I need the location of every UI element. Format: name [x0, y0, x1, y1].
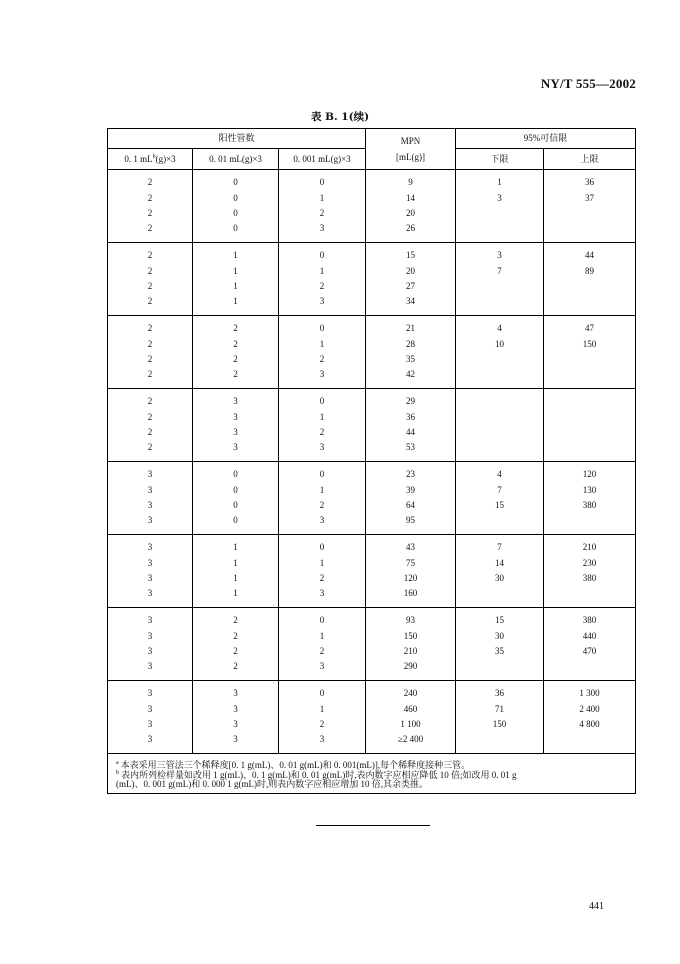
- group-cell-c1: [108, 389, 193, 462]
- group-cell-lower: [456, 389, 544, 462]
- table-group-row: [108, 608, 636, 681]
- group-cell-upper: [544, 462, 636, 535]
- table-group-row: [108, 316, 636, 389]
- cell-value: 3: [233, 719, 238, 729]
- header-row-1: [108, 129, 636, 149]
- header-col1-rest: (g)×3: [155, 154, 176, 164]
- cell-value: 0: [233, 223, 238, 234]
- cell-value: 1: [319, 484, 325, 495]
- cell-value: 2: [233, 369, 238, 380]
- cell-value: 2: [233, 646, 238, 656]
- cell-value: 14: [495, 557, 505, 568]
- group-cell-c2: [193, 681, 279, 754]
- cell-value: 2: [319, 500, 325, 510]
- cell-stack: [544, 684, 635, 749]
- group-cell-upper: [544, 243, 636, 316]
- cell-value: 150: [403, 630, 418, 641]
- cell-value: 1: [319, 411, 325, 422]
- cell-value: 0: [233, 192, 238, 203]
- cell-value: 20: [406, 208, 416, 218]
- table-group-row: [108, 170, 636, 243]
- group-cell-c2: [193, 389, 279, 462]
- group-cell-mpn: [366, 389, 456, 462]
- cell-value: 470: [582, 646, 597, 656]
- cell-value: 3: [147, 573, 153, 583]
- cell-value: 21: [406, 323, 416, 334]
- cell-stack: [193, 246, 278, 311]
- cell-stack: [544, 246, 635, 311]
- cell-stack: [193, 684, 278, 749]
- cell-stack: [456, 392, 543, 457]
- cell-value: 460: [403, 703, 418, 714]
- note-b-mark: b: [116, 770, 119, 776]
- cell-value: 3: [147, 615, 153, 626]
- cell-stack: [108, 319, 192, 384]
- cell-value: 36: [495, 688, 505, 699]
- cell-value: 1 100: [400, 719, 421, 729]
- header-mpn: [366, 129, 456, 170]
- cell-value: 3: [233, 411, 238, 422]
- table-group-row: [108, 243, 636, 316]
- group-cell-c2: [193, 243, 279, 316]
- cell-value: 3: [233, 703, 238, 714]
- cell-value: 2: [147, 427, 153, 437]
- cell-value: 3: [147, 469, 153, 480]
- cell-value: 0: [319, 688, 325, 699]
- cell-value: 2: [147, 281, 153, 291]
- note-a: [116, 760, 629, 770]
- group-cell-c2: [193, 535, 279, 608]
- cell-value: 3: [147, 557, 153, 568]
- group-cell-lower: [456, 243, 544, 316]
- cell-value: 0: [233, 469, 238, 480]
- group-cell-c1: [108, 243, 193, 316]
- table-title: 表 B. 1(续): [310, 111, 370, 123]
- cell-stack: [279, 173, 365, 238]
- cell-value: 7: [497, 265, 502, 276]
- cell-stack: [544, 538, 635, 603]
- group-cell-c2: [193, 170, 279, 243]
- cell-stack: [366, 538, 455, 603]
- group-cell-mpn: [366, 316, 456, 389]
- cell-value: 2: [147, 208, 153, 218]
- cell-value: 2: [147, 265, 153, 276]
- note-b-text-1: 表内所列检样量如改用 1 g(mL)、0. 1 g(mL)和 0. 01 g(mL)时,表内数字应相应降低 10 倍;如改用 0. 01 g: [121, 770, 517, 780]
- cell-value: 30: [495, 630, 505, 641]
- cell-value: 36: [585, 177, 595, 188]
- cell-value: 42: [406, 369, 416, 380]
- cell-value: 2: [233, 661, 238, 672]
- mpn-table: [107, 128, 636, 794]
- cell-value: 1: [497, 177, 502, 188]
- cell-value: 150: [582, 338, 597, 349]
- cell-value: 2: [233, 323, 238, 334]
- cell-value: 130: [582, 484, 597, 495]
- cell-value: 3: [233, 688, 238, 699]
- cell-stack: [108, 392, 192, 457]
- table-group-row: [108, 389, 636, 462]
- cell-value: 43: [406, 542, 416, 553]
- cell-value: 7: [497, 484, 502, 495]
- cell-value: 3: [147, 734, 153, 745]
- cell-value: 3: [147, 542, 153, 553]
- group-cell-c1: [108, 316, 193, 389]
- cell-value: 26: [406, 223, 416, 234]
- cell-value: 53: [406, 442, 416, 453]
- cell-value: 3: [147, 500, 153, 510]
- cell-value: 1: [319, 630, 325, 641]
- cell-value: 0: [233, 515, 238, 526]
- group-cell-mpn: [366, 243, 456, 316]
- cell-value: 150: [492, 719, 507, 729]
- cell-stack: [279, 684, 365, 749]
- cell-value: 240: [403, 688, 418, 699]
- cell-stack: [366, 465, 455, 530]
- cell-stack: [193, 319, 278, 384]
- table-body: [108, 170, 636, 754]
- cell-value: 120: [582, 469, 597, 480]
- cell-value: 3: [147, 661, 153, 672]
- cell-stack: [456, 611, 543, 676]
- header-positive-tubes: 阳性管数: [108, 129, 366, 149]
- cell-value: 380: [582, 500, 597, 510]
- header-col1-sup: b: [152, 154, 156, 160]
- table-group-row: [108, 535, 636, 608]
- cell-value: 14: [406, 192, 416, 203]
- cell-value: 160: [403, 588, 418, 599]
- group-cell-lower: [456, 535, 544, 608]
- cell-stack: [366, 684, 455, 749]
- cell-value: 3: [497, 250, 502, 261]
- cell-stack: [544, 465, 635, 530]
- cell-value: 0: [319, 396, 325, 407]
- cell-value: 4 800: [579, 719, 600, 729]
- group-cell-c1: [108, 462, 193, 535]
- group-cell-c1: [108, 608, 193, 681]
- group-cell-c3: [279, 608, 366, 681]
- group-cell-lower: [456, 608, 544, 681]
- group-cell-c3: [279, 535, 366, 608]
- cell-stack: [366, 246, 455, 311]
- group-cell-c1: [108, 170, 193, 243]
- cell-value: 3: [319, 223, 325, 234]
- cell-value: 380: [582, 573, 597, 583]
- cell-value: 1: [233, 557, 238, 568]
- cell-value: 440: [582, 630, 597, 641]
- cell-value: 47: [585, 323, 595, 334]
- cell-stack: [193, 173, 278, 238]
- cell-value: 2: [319, 646, 325, 656]
- cell-value: 44: [406, 427, 416, 437]
- cell-value: 120: [403, 573, 418, 583]
- cell-value: 1: [233, 250, 238, 261]
- group-cell-c1: [108, 535, 193, 608]
- cell-value: 9: [408, 177, 413, 188]
- cell-value: 0: [233, 500, 238, 510]
- group-cell-c3: [279, 681, 366, 754]
- cell-stack: [279, 465, 365, 530]
- cell-value: 15: [495, 500, 505, 510]
- cell-stack: [456, 465, 543, 530]
- cell-value: 7: [497, 542, 502, 553]
- note-b-cont: [116, 780, 629, 789]
- cell-value: 290: [403, 661, 418, 672]
- group-cell-c2: [193, 608, 279, 681]
- cell-value: 1: [233, 265, 238, 276]
- cell-value: 29: [406, 396, 416, 407]
- cell-value: 3: [233, 396, 238, 407]
- cell-value: 0: [319, 250, 325, 261]
- cell-stack: [366, 392, 455, 457]
- group-cell-upper: [544, 681, 636, 754]
- cell-value: 89: [585, 265, 595, 276]
- notes-row: [108, 754, 636, 794]
- header-lower: 下限: [456, 149, 544, 170]
- cell-value: 0: [319, 177, 325, 188]
- group-cell-c2: [193, 462, 279, 535]
- cell-value: 0: [233, 484, 238, 495]
- cell-value: 44: [585, 250, 595, 261]
- header-ci: 95%可信限: [456, 129, 636, 149]
- cell-stack: [279, 392, 365, 457]
- cell-value: 1 300: [579, 688, 600, 699]
- cell-value: 64: [406, 500, 416, 510]
- cell-value: 1: [233, 296, 238, 307]
- cell-value: 15: [495, 615, 505, 626]
- cell-value: 3: [147, 703, 153, 714]
- cell-value: 3: [319, 296, 325, 307]
- cell-value: 0: [233, 177, 238, 188]
- footer-rule: [316, 825, 430, 826]
- cell-stack: [279, 319, 365, 384]
- cell-value: 2: [233, 338, 238, 349]
- group-cell-c2: [193, 316, 279, 389]
- cell-value: 3: [147, 484, 153, 495]
- cell-value: 39: [406, 484, 416, 495]
- header-mpn-line2: [mL(g)]: [396, 152, 426, 162]
- cell-value: 2: [147, 223, 153, 234]
- cell-value: 3: [147, 588, 153, 599]
- cell-value: 3: [233, 442, 238, 453]
- cell-value: 2: [147, 177, 153, 188]
- cell-value: 2: [147, 396, 153, 407]
- cell-value: 0: [319, 323, 325, 334]
- cell-value: 210: [582, 542, 597, 553]
- cell-value: 2: [319, 427, 325, 437]
- cell-stack: [544, 319, 635, 384]
- cell-value: 2: [147, 369, 153, 380]
- cell-value: 2: [319, 208, 325, 218]
- cell-value: 1: [319, 338, 325, 349]
- cell-value: 3: [319, 734, 325, 745]
- cell-value: 34: [406, 296, 416, 307]
- cell-value: 3: [497, 192, 502, 203]
- cell-value: 23: [406, 469, 416, 480]
- cell-value: 1: [233, 573, 238, 583]
- cell-value: 3: [147, 688, 153, 699]
- header-col1-text: 0. 1 mL: [124, 154, 153, 164]
- cell-value: 3: [319, 515, 325, 526]
- cell-value: 3: [319, 442, 325, 453]
- cell-value: 2 400: [579, 703, 600, 714]
- cell-stack: [279, 611, 365, 676]
- cell-stack: [366, 173, 455, 238]
- group-cell-mpn: [366, 608, 456, 681]
- group-cell-mpn: [366, 462, 456, 535]
- cell-stack: [279, 538, 365, 603]
- group-cell-c3: [279, 462, 366, 535]
- header-col3: 0. 001 mL(g)×3: [279, 149, 366, 170]
- header-mpn-line1: MPN: [400, 136, 421, 146]
- group-cell-mpn: [366, 535, 456, 608]
- cell-value: 380: [582, 615, 597, 626]
- cell-value: 27: [406, 281, 416, 291]
- cell-stack: [193, 538, 278, 603]
- cell-value: 2: [147, 338, 153, 349]
- cell-value: 35: [495, 646, 505, 656]
- cell-stack: [456, 246, 543, 311]
- cell-value: 2: [233, 615, 238, 626]
- group-cell-c1: [108, 681, 193, 754]
- cell-stack: [366, 611, 455, 676]
- cell-stack: [279, 246, 365, 311]
- cell-value: 4: [497, 469, 502, 480]
- group-cell-upper: [544, 316, 636, 389]
- header-upper: 上限: [544, 149, 636, 170]
- cell-value: 10: [495, 338, 505, 349]
- cell-stack: [108, 246, 192, 311]
- cell-stack: [456, 538, 543, 603]
- group-cell-upper: [544, 535, 636, 608]
- cell-value: 230: [582, 557, 597, 568]
- cell-stack: [108, 684, 192, 749]
- cell-value: 2: [147, 323, 153, 334]
- group-cell-lower: [456, 170, 544, 243]
- cell-value: 2: [147, 250, 153, 261]
- group-cell-lower: [456, 681, 544, 754]
- group-cell-c3: [279, 243, 366, 316]
- page-number: 441: [589, 901, 604, 912]
- note-a-text: 本表采用三管法三个稀释度[0. 1 g(mL)、0. 01 g(mL)和 0. 001(mL)],每个稀释度接种三管。: [120, 760, 471, 770]
- cell-value: 35: [406, 354, 416, 364]
- cell-value: 3: [319, 588, 325, 599]
- cell-value: 0: [319, 542, 325, 553]
- cell-stack: [544, 611, 635, 676]
- cell-value: 71: [495, 703, 505, 714]
- cell-value: 2: [147, 354, 153, 364]
- cell-value: 1: [319, 265, 325, 276]
- cell-value: 1: [319, 703, 325, 714]
- cell-value: 3: [233, 734, 238, 745]
- table-group-row: [108, 681, 636, 754]
- group-cell-mpn: [366, 170, 456, 243]
- cell-value: 30: [495, 573, 505, 583]
- cell-value: 1: [233, 281, 238, 291]
- group-cell-upper: [544, 170, 636, 243]
- cell-value: 2: [147, 442, 153, 453]
- cell-value: 36: [406, 411, 416, 422]
- cell-value: 3: [319, 369, 325, 380]
- cell-value: 1: [233, 588, 238, 599]
- cell-value: 1: [319, 557, 325, 568]
- group-cell-mpn: [366, 681, 456, 754]
- cell-stack: [366, 319, 455, 384]
- cell-value: 37: [585, 192, 595, 203]
- cell-stack: [108, 611, 192, 676]
- cell-value: 0: [319, 615, 325, 626]
- cell-stack: [456, 319, 543, 384]
- cell-stack: [193, 392, 278, 457]
- cell-value: 3: [233, 427, 238, 437]
- header-col2: 0. 01 mL(g)×3: [193, 149, 279, 170]
- cell-value: 2: [147, 192, 153, 203]
- cell-value: 0: [233, 208, 238, 218]
- group-cell-upper: [544, 608, 636, 681]
- cell-value: 3: [147, 646, 153, 656]
- cell-value: 3: [147, 630, 153, 641]
- cell-value: 2: [147, 411, 153, 422]
- cell-value: 2: [233, 354, 238, 364]
- cell-value: 75: [406, 557, 416, 568]
- cell-value: 210: [403, 646, 418, 656]
- cell-value: 93: [406, 615, 416, 626]
- group-cell-c3: [279, 170, 366, 243]
- cell-value: 2: [319, 719, 325, 729]
- cell-stack: [193, 465, 278, 530]
- cell-stack: [108, 538, 192, 603]
- cell-value: 2: [233, 630, 238, 641]
- cell-stack: [544, 392, 635, 457]
- cell-value: 28: [406, 338, 416, 349]
- cell-value: 4: [497, 323, 502, 334]
- standard-code: NY/T 555—2002: [540, 76, 636, 91]
- cell-value: 1: [319, 192, 325, 203]
- group-cell-lower: [456, 316, 544, 389]
- cell-value: 20: [406, 265, 416, 276]
- group-cell-c3: [279, 316, 366, 389]
- cell-value: 2: [319, 354, 325, 364]
- cell-value: ≥2 400: [397, 734, 424, 745]
- cell-stack: [193, 611, 278, 676]
- cell-stack: [456, 684, 543, 749]
- cell-stack: [108, 173, 192, 238]
- group-cell-lower: [456, 462, 544, 535]
- cell-value: 2: [319, 281, 325, 291]
- table-group-row: [108, 462, 636, 535]
- table-notes: [108, 754, 636, 794]
- cell-value: 95: [406, 515, 416, 526]
- notes-cell: [108, 754, 636, 794]
- note-a-mark: a: [116, 760, 119, 766]
- cell-value: 3: [147, 719, 153, 729]
- cell-value: 2: [147, 296, 153, 307]
- group-cell-upper: [544, 389, 636, 462]
- header-col1: [108, 149, 193, 170]
- cell-stack: [544, 173, 635, 238]
- group-cell-c3: [279, 389, 366, 462]
- cell-stack: [456, 173, 543, 238]
- cell-value: 1: [233, 542, 238, 553]
- cell-value: 2: [319, 573, 325, 583]
- note-b-text-2: (mL)、0. 001 g(mL)和 0. 000 1 g(mL)时,则表内数字应相应增加 10 倍,其余类推。: [116, 779, 428, 789]
- cell-value: 3: [319, 661, 325, 672]
- cell-value: 15: [406, 250, 416, 261]
- cell-value: 3: [147, 515, 153, 526]
- cell-stack: [108, 465, 192, 530]
- cell-value: 0: [319, 469, 325, 480]
